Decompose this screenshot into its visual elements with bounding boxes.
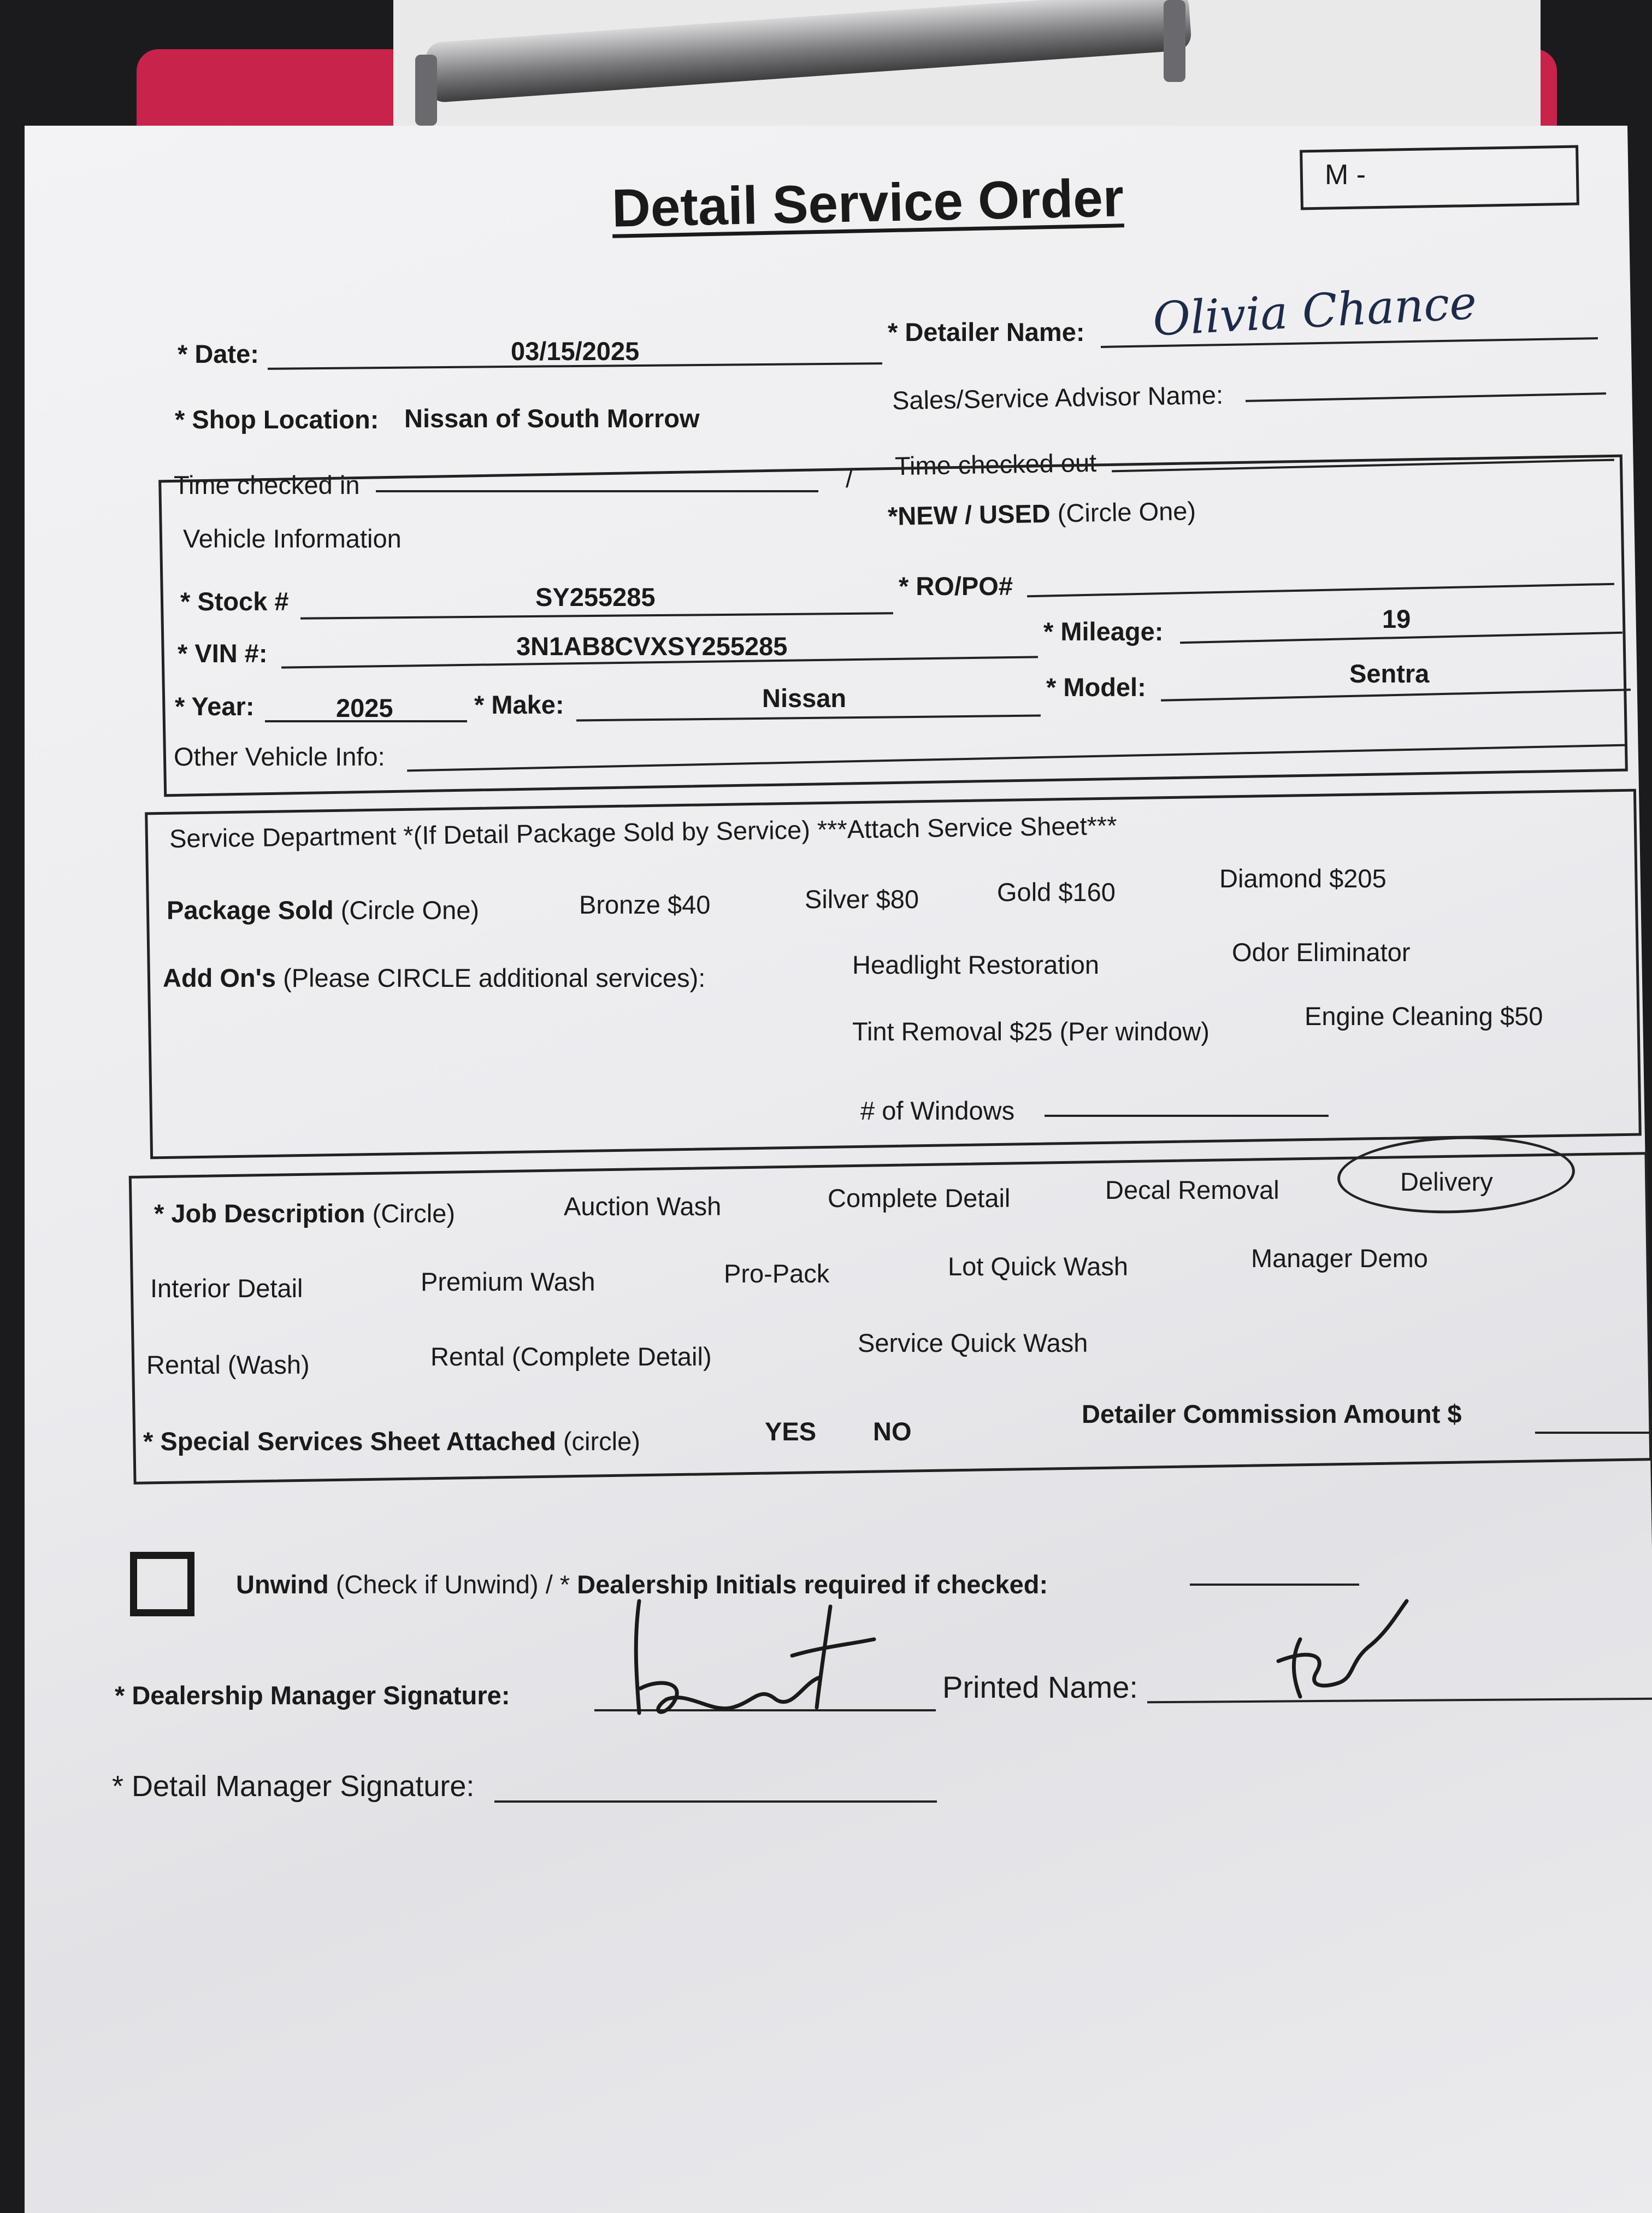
package-gold: Gold $160 — [997, 878, 1116, 907]
shop-location-value: Nissan of South Morrow — [404, 404, 700, 433]
windows-count-line — [1045, 1115, 1329, 1117]
form-number-prefix: M - — [1325, 159, 1366, 191]
job-rental-complete-detail: Rental (Complete Detail) — [430, 1342, 712, 1371]
special-services-hint: (circle) — [563, 1427, 640, 1456]
year-value: 2025 — [336, 693, 393, 722]
advisor-name-label: Sales/Service Advisor Name: — [892, 380, 1224, 415]
make-label: * Make: — [474, 690, 564, 719]
commission-label: Detailer Commission Amount $ — [1082, 1399, 1462, 1428]
time-out-label: Time checked out — [894, 448, 1097, 481]
dealership-initials-label: Dealership Initials required if checked: — [577, 1570, 1048, 1599]
package-sold-label: Package Sold — [167, 896, 334, 925]
mileage-label: * Mileage: — [1043, 617, 1164, 646]
new-used-label: *NEW / USED — [887, 498, 1051, 531]
job-complete-detail: Complete Detail — [828, 1184, 1011, 1213]
job-rental-wash: Rental (Wash) — [146, 1350, 310, 1379]
special-services-label: * Special Services Sheet Attached — [143, 1427, 556, 1456]
unwind-row — [236, 1569, 1048, 1599]
addons-label: Add On's — [163, 963, 276, 992]
addons-row — [163, 963, 705, 993]
addon-odor-eliminator: Odor Eliminator — [1232, 938, 1411, 967]
job-manager-demo: Manager Demo — [1251, 1244, 1428, 1273]
job-service-quick-wash: Service Quick Wash — [858, 1328, 1088, 1357]
printed-name-initials-scribble — [1267, 1579, 1409, 1705]
date-label: * Date: — [178, 339, 259, 368]
dealership-manager-signature-label: * Dealership Manager Signature: — [115, 1681, 510, 1710]
job-pro-pack: Pro-Pack — [724, 1259, 830, 1288]
package-silver: Silver $80 — [805, 885, 919, 914]
job-interior-detail: Interior Detail — [150, 1274, 303, 1303]
ro-po-label: * RO/PO# — [899, 572, 1013, 601]
job-lot-quick-wash: Lot Quick Wash — [948, 1252, 1128, 1281]
package-diamond: Diamond $205 — [1219, 864, 1386, 893]
package-sold-row — [167, 895, 479, 925]
service-department-header: Service Department *(If Detail Package Sold by Service) ***Attach Service Sheet*** — [169, 810, 1117, 854]
model-label: * Model: — [1046, 673, 1146, 702]
mileage-value: 19 — [1382, 604, 1411, 633]
job-description-hint: (Circle) — [372, 1199, 455, 1228]
shop-location-label: * Shop Location: — [175, 405, 379, 434]
stock-value: SY255285 — [535, 582, 656, 611]
detail-manager-signature-line — [494, 1800, 937, 1803]
clip-hook-right — [1164, 0, 1185, 82]
detailer-name-signature: Olivia Chance — [1151, 275, 1478, 346]
job-premium-wash: Premium Wash — [421, 1267, 595, 1296]
vin-label: * VIN #: — [178, 639, 268, 668]
time-in-label: Time checked in — [174, 470, 360, 499]
clip-hook-left — [415, 55, 437, 126]
unwind-label: Unwind — [236, 1570, 329, 1599]
special-services-row — [143, 1426, 640, 1456]
addon-engine-cleaning: Engine Cleaning $50 — [1305, 1002, 1543, 1031]
addon-tint-removal: Tint Removal $25 (Per window) — [852, 1017, 1210, 1046]
new-used-hint: (Circle One) — [1057, 496, 1196, 528]
vehicle-info-header: Vehicle Information — [183, 524, 402, 553]
form-title: Detail Service Order — [611, 167, 1124, 238]
dealership-manager-signature-scribble — [628, 1596, 880, 1721]
model-value: Sentra — [1349, 659, 1430, 688]
make-value: Nissan — [762, 684, 847, 713]
commission-line — [1535, 1432, 1650, 1434]
new-used-selector — [888, 496, 1196, 531]
addon-headlight-restoration: Headlight Restoration — [852, 950, 1099, 979]
time-slash: / — [846, 464, 853, 493]
package-bronze: Bronze $40 — [579, 890, 711, 919]
detail-manager-signature-label: * Detail Manager Signature: — [112, 1770, 475, 1803]
year-label: * Year: — [175, 692, 255, 721]
printed-name-label: Printed Name: — [942, 1670, 1138, 1704]
addons-hint: (Please CIRCLE additional services): — [283, 963, 706, 992]
special-services-yes: YES — [765, 1417, 817, 1446]
job-decal-removal: Decal Removal — [1105, 1175, 1279, 1204]
date-value: 03/15/2025 — [511, 337, 640, 366]
vin-value: 3N1AB8CVXSY255285 — [516, 632, 788, 661]
detailer-name-label: * Detailer Name: — [888, 317, 1085, 346]
special-services-no: NO — [873, 1417, 912, 1446]
job-delivery: Delivery — [1400, 1167, 1493, 1196]
job-description-label: * Job Description — [154, 1199, 365, 1228]
job-auction-wash: Auction Wash — [564, 1192, 722, 1221]
windows-count-label: # of Windows — [860, 1096, 1015, 1125]
package-sold-hint: (Circle One) — [340, 896, 480, 925]
unwind-hint: (Check if Unwind) / * — [335, 1570, 570, 1599]
job-description-row — [154, 1198, 455, 1228]
stock-label: * Stock # — [180, 587, 289, 616]
other-vehicle-info-label: Other Vehicle Info: — [174, 742, 385, 771]
unwind-checkbox[interactable] — [130, 1552, 194, 1616]
